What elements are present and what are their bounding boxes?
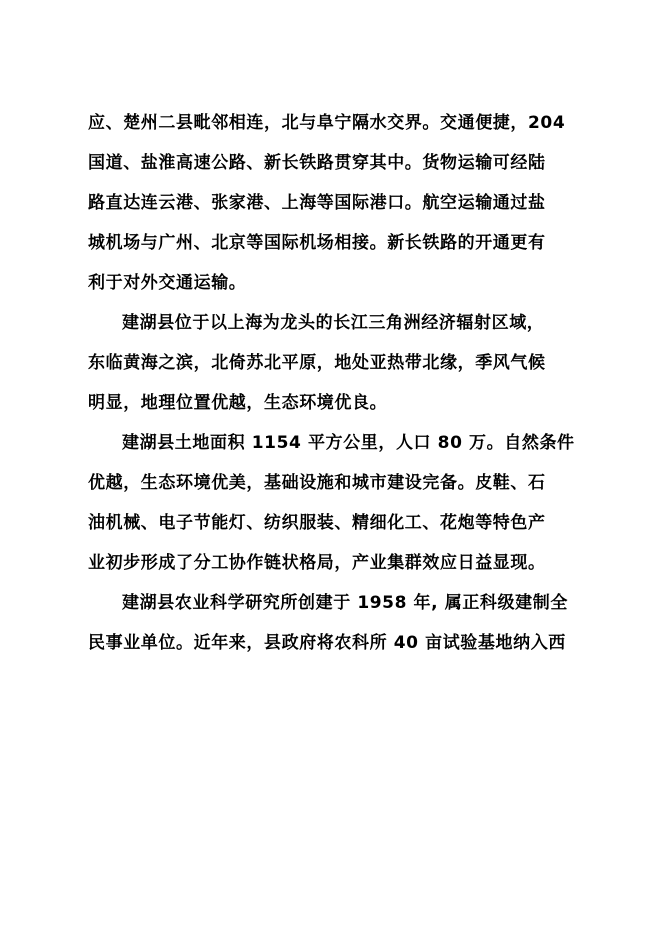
text-line: 国道、盐淮高速公路、新长铁路贯穿其中。货物运输可经陆: [88, 153, 546, 173]
text-line: 东临黄海之滨，北倚苏北平原，地处亚热带北缘，季风气候: [88, 353, 546, 373]
text-line: 业初步形成了分工协作链状格局，产业集群效应日益显现。: [88, 553, 546, 573]
text-line: 油机械、电子节能灯、纺织服装、精细化工、花炮等特色产: [88, 513, 546, 533]
text-line: 明显，地理位置优越，生态环境优良。: [88, 393, 388, 413]
text-line: 利于对外交通运输。: [88, 273, 247, 293]
text-line: 应、楚州二县毗邻相连，北与阜宁隔水交界。交通便捷，204: [88, 113, 566, 133]
text-line: 城机场与广州、北京等国际机场相接。新长铁路的开通更有: [88, 233, 546, 253]
body-text: [88, 103, 575, 663]
text-line: 路直达连云港、张家港、上海等国际港口。航空运输通过盐: [88, 193, 546, 213]
paragraph-first-line: 建湖县农业科学研究所创建于 1958 年, 属正科级建制全: [122, 593, 568, 613]
text-line: 民事业单位。近年来，县政府将农科所 40 亩试验基地纳入西: [88, 633, 566, 653]
paragraph-first-line: 建湖县位于以上海为龙头的长江三角洲经济辐射区域，: [122, 313, 545, 333]
paragraph-first-line: 建湖县土地面积 1154 平方公里，人口 80 万。自然条件: [122, 433, 575, 453]
text-line: 优越，生态环境优美，基础设施和城市建设完备。皮鞋、石: [88, 473, 546, 493]
